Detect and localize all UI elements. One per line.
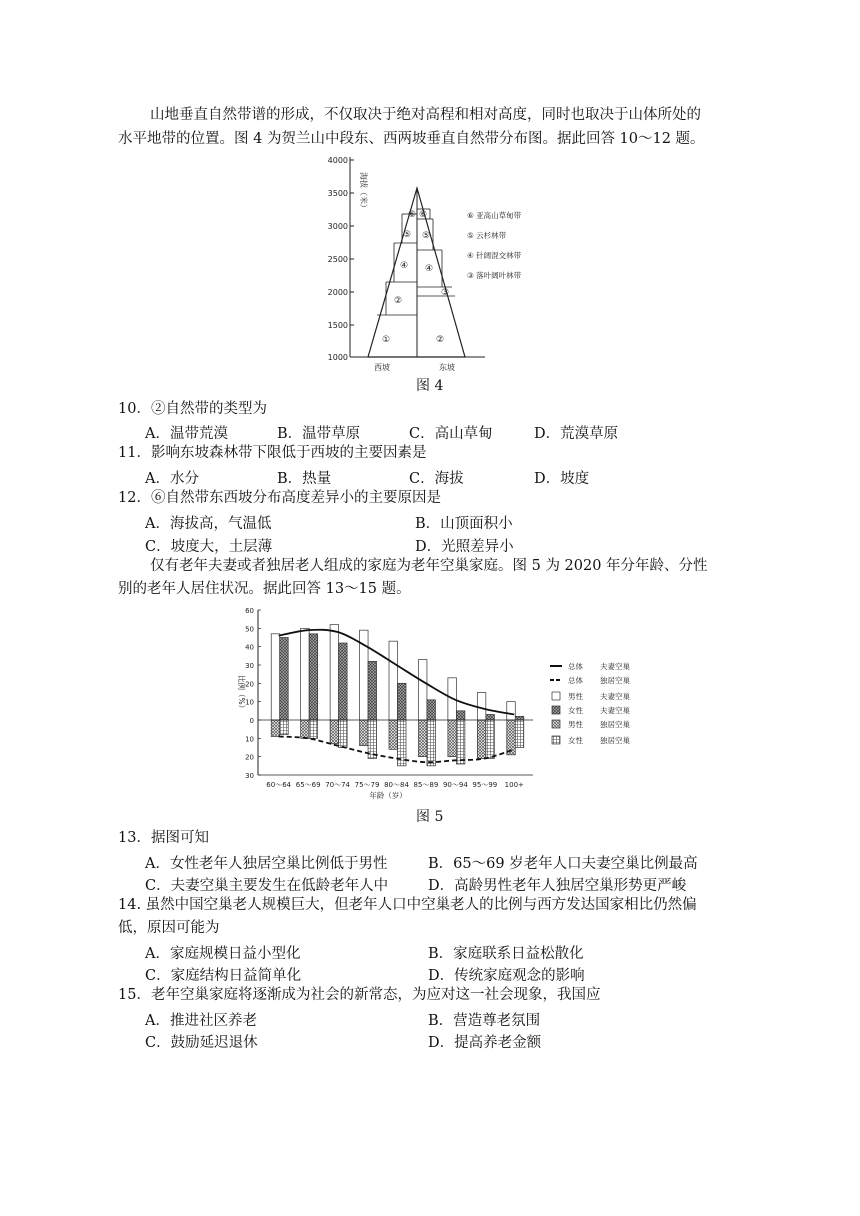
bar-male-alone	[330, 720, 339, 744]
fig4-ylabel: 海拔（米）	[359, 172, 368, 212]
q15-option-a: A．推进社区养老	[145, 1013, 257, 1029]
bar-female-couple	[309, 634, 318, 720]
fig4-ytick: 3500	[327, 189, 348, 198]
q12-option-d: D．光照差异小	[415, 539, 514, 555]
legend-g: 男性	[568, 720, 583, 729]
bar-female-alone	[427, 720, 436, 766]
legend-g: 男性	[568, 692, 583, 701]
zone-label-west: ⑥	[407, 210, 417, 220]
chart-xtick-label: 65～69	[295, 781, 321, 789]
legend-g: 总体	[568, 676, 583, 685]
zone-label-east: ⑥	[418, 210, 428, 220]
q14-option-d: D．传统家庭观念的影响	[428, 968, 585, 984]
bar-female-couple	[456, 711, 465, 720]
zone-label-east: ③	[440, 288, 450, 298]
bar-male-couple	[301, 628, 310, 720]
q13-option-c: C．夫妻空巢主要发生在低龄老年人中	[145, 878, 389, 894]
legend-g: 总体	[568, 662, 583, 671]
intro1-line2: 水平地带的位置。图 4 为贺兰山中段东、西两坡垂直自然带分布图。据此回答 10～12 题。	[118, 131, 705, 147]
chart-xtick-label: 85～89	[413, 781, 439, 789]
fig4-ytick: 1500	[327, 321, 348, 330]
fig4-ytick: 2000	[327, 288, 348, 297]
fig4-ytick: 3000	[327, 222, 348, 231]
intro2-line2: 别的老年人居住状况。据此回答 13～15 题。	[118, 581, 411, 597]
legend-g: 女性	[568, 706, 583, 715]
fig5-caption: 图 5	[416, 809, 444, 825]
q14-option-c: C．家庭结构日益简单化	[145, 968, 302, 984]
fig4-legend-item: ⑥ 亚高山草甸带	[467, 211, 522, 220]
fig4-caption: 图 4	[416, 378, 444, 394]
chart-ytick-label: 60	[245, 607, 254, 615]
q10-option-c: C．高山草甸	[409, 426, 493, 442]
q12-stem: 12．⑥自然带东西坡分布高度差异小的主要原因是	[118, 490, 441, 506]
chart-xtick-label: 80～84	[384, 781, 409, 789]
bar-male-couple	[330, 625, 339, 720]
fig4-xlabel-west: 西坡	[374, 363, 390, 372]
bar-male-alone	[271, 720, 280, 737]
fig4-ytick: 4000	[327, 156, 348, 165]
zone-label-west: ④	[399, 261, 409, 271]
bar-male-couple	[271, 634, 280, 720]
bar-female-alone	[515, 720, 524, 748]
q12-option-a: A．海拔高，气温低	[145, 516, 272, 532]
q10-option-d: D．荒漠草原	[534, 426, 619, 442]
q15-option-d: D．提高养老金额	[428, 1035, 542, 1051]
zone-label-west: ①	[381, 335, 391, 345]
bar-female-couple	[339, 643, 348, 720]
zone-label-west: ⑤	[402, 230, 412, 240]
chart-ytick-label: 20	[245, 753, 254, 762]
chart-ytick-label: 0	[249, 717, 254, 725]
q10-stem: 10．②自然带的类型为	[118, 401, 267, 417]
zone-label-east: ⑤	[421, 231, 431, 241]
legend-s: 独居空巢	[600, 736, 630, 745]
bar-female-couple	[486, 715, 495, 721]
zone-label-east: ②	[435, 335, 445, 345]
zone-label-east: ④	[424, 264, 434, 274]
bar-female-alone	[486, 720, 495, 759]
q10-option-a: A．温带荒漠	[145, 426, 228, 442]
legend-s: 夫妻空巢	[600, 692, 630, 701]
q13-option-a: A．女性老年人独居空巢比例低于男性	[145, 856, 388, 872]
q10-option-b: B．温带草原	[277, 426, 361, 442]
fig4-xlabel-east: 东坡	[439, 363, 455, 372]
intro1-line1: 山地垂直自然带谱的形成，不仅取决于绝对高程和相对高度，同时也取决于山体所处的	[150, 107, 701, 123]
bar-male-couple	[477, 693, 486, 721]
chart-xtick-label: 95～99	[472, 781, 498, 789]
chart-ytick-label: 20	[245, 680, 254, 689]
q11-option-b: B．热量	[277, 471, 332, 487]
fig4-ytick: 1000	[327, 353, 348, 362]
bar-male-alone	[389, 720, 398, 749]
bar-female-alone	[456, 720, 465, 764]
figure-5-chart	[228, 600, 648, 800]
chart-ytick-label: 30	[245, 662, 254, 670]
legend-s: 独居空巢	[600, 720, 630, 729]
bar-female-alone	[280, 720, 289, 735]
fig4-legend-item: ④ 针阔混交林带	[467, 251, 522, 260]
legend-s: 独居空巢	[600, 676, 630, 685]
q15-option-c: C．鼓励延迟退休	[145, 1035, 258, 1051]
bar-male-alone	[360, 720, 369, 746]
bar-female-couple	[398, 683, 407, 720]
intro2-line1: 仅有老年夫妻或者独居老人组成的家庭为老年空巢家庭。图 5 为 2020 年分年龄、分性	[150, 558, 708, 574]
bar-male-couple	[418, 660, 427, 721]
chart-ylabel: 比例（%）	[237, 675, 246, 713]
chart-ytick-label: 10	[245, 698, 254, 707]
bar-female-couple	[515, 716, 524, 720]
bar-female-alone	[339, 720, 348, 748]
bar-female-couple	[427, 700, 436, 720]
q11-stem: 11．影响东坡森林带下限低于西坡的主要因素是	[118, 445, 427, 461]
q14-option-b: B．家庭联系日益松散化	[428, 946, 584, 962]
bar-female-couple	[368, 661, 377, 720]
q13-stem: 13．据图可知	[118, 830, 209, 846]
bar-female-alone	[309, 720, 318, 738]
legend-s: 夫妻空巢	[600, 706, 630, 715]
legend-g: 女性	[568, 736, 583, 745]
bar-male-alone	[301, 720, 310, 738]
chart-ytick-label: 10	[245, 735, 254, 744]
q14-stem-line2: 低，原因可能为	[118, 920, 220, 936]
q11-option-c: C．海拔	[409, 471, 464, 487]
q13-option-d: D．高龄男性老年人独居空巢形势更严峻	[428, 878, 687, 894]
q12-option-b: B．山顶面积小	[415, 516, 513, 532]
bar-male-couple	[389, 641, 398, 720]
bar-male-couple	[507, 702, 516, 720]
q14-stem-line1: 14. 虽然中国空巢老人规模巨大，但老年人口中空巢老人的比例与西方发达国家相比仍然偏	[118, 897, 697, 913]
chart-xtick-label: 60～64	[266, 781, 292, 789]
chart-ytick-label: 40	[245, 643, 254, 652]
fig4-ytick: 2500	[327, 255, 348, 264]
chart-ytick-label: 30	[245, 772, 254, 780]
zone-label-west: ②	[393, 296, 403, 306]
q15-stem: 15．老年空巢家庭将逐渐成为社会的新常态，为应对这一社会现象，我国应	[118, 987, 601, 1003]
bar-female-couple	[280, 638, 289, 721]
chart-xtick-label: 90～94	[442, 781, 468, 789]
figure-4	[320, 152, 540, 377]
legend-s: 夫妻空巢	[600, 662, 630, 671]
chart-xtick-label: 75～79	[354, 781, 380, 789]
chart-xtick-label: 100+	[504, 781, 524, 789]
chart-xtick-label: 70～74	[325, 781, 351, 789]
q15-option-b: B．营造尊老氛围	[428, 1013, 541, 1029]
q14-option-a: A．家庭规模日益小型化	[145, 946, 301, 962]
q13-option-b: B．65～69 岁老年人口夫妻空巢比例最高	[428, 856, 698, 872]
chart-ytick-label: 50	[245, 625, 254, 634]
q11-option-d: D．坡度	[534, 471, 590, 487]
fig4-legend-item: ⑤ 云杉林带	[467, 231, 507, 240]
fig4-legend-item: ③ 落叶阔叶林带	[467, 271, 522, 280]
chart-xlabel: 年龄（岁）	[369, 791, 407, 800]
bar-male-alone	[448, 720, 457, 757]
q11-option-a: A．水分	[145, 471, 199, 487]
bar-male-alone	[477, 720, 486, 759]
bar-male-alone	[418, 720, 427, 757]
q12-option-c: C．坡度大，土层薄	[145, 539, 273, 555]
